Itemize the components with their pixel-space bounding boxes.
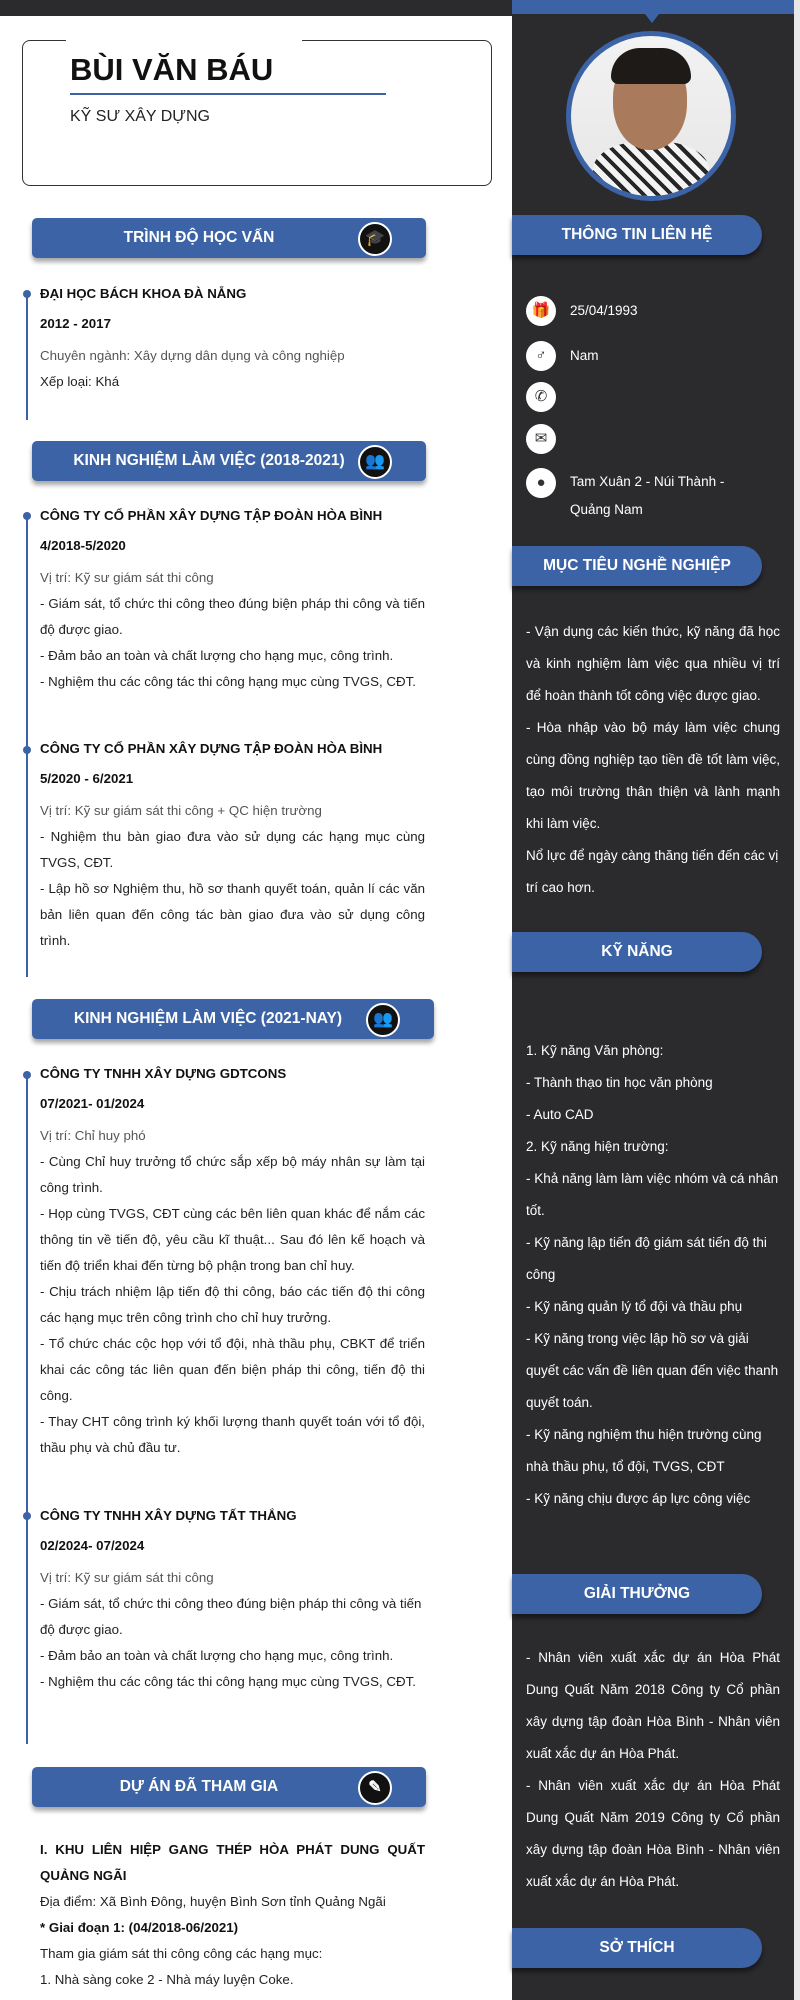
job-duty: - Đảm bảo an toàn và chất lượng cho hạng mục, công trình.: [40, 648, 394, 663]
objective-line: - Vận dụng các kiến thức, kỹ năng đã học và kinh nghiệm làm việc qua nhiều vị trí để hoàn thành tốt công việc được giao.: [526, 624, 780, 703]
timeline-dot: [23, 290, 31, 298]
project-description: Tham gia giám sát thi công công các hạng mục:: [40, 1946, 323, 1961]
skill-line: - Kỹ năng quản lý tổ đội và thầu phụ: [526, 1299, 743, 1314]
contact-header: THÔNG TIN LIÊN HỆ: [512, 215, 762, 255]
skill-line: - Kỹ năng lập tiến độ giám sát tiến độ thi công: [526, 1235, 767, 1282]
job-date: 4/2018-5/2020: [40, 538, 126, 553]
skills-header: KỸ NĂNG: [512, 932, 762, 972]
skills-list: [526, 1035, 780, 1515]
job-duty: - Đảm bảo an toàn và chất lượng cho hạng mục, công trình.: [40, 1648, 394, 1663]
job-date: 5/2020 - 6/2021: [40, 771, 134, 786]
sidebar-top-accent: [512, 0, 794, 14]
experience-2-title: KINH NGHIỆM LÀM VIỆC (2021-NAY): [73, 1010, 343, 1027]
avatar-scarf: [593, 142, 709, 196]
objective-header: MỤC TIÊU NGHỀ NGHIỆP: [512, 546, 762, 586]
experience-2-header: [32, 999, 434, 1039]
job-duty: - Nghiệm thu các công tác thi công hạng mục cùng TVGS, CĐT.: [40, 674, 416, 689]
skill-line: - Kỹ năng nghiệm thu hiện trường cùng nhà thầu phụ, tổ đội, TVGS, CĐT: [526, 1427, 762, 1474]
group-icon: 👥: [366, 1003, 400, 1037]
job-position: Vị trí: Chỉ huy phó: [40, 1128, 146, 1143]
skill-line: - Khả năng làm làm việc nhóm và cá nhân tốt.: [526, 1171, 779, 1218]
job-duty: - Nghiệm thu bàn giao đưa vào sử dụng các hạng mục cùng TVGS, CĐT.: [40, 829, 425, 870]
skill-line: 2. Kỹ năng hiện trường:: [526, 1139, 669, 1154]
phone-icon: ✆: [526, 382, 556, 412]
objective-text: [526, 616, 780, 904]
award-line: - Nhân viên xuất xắc dự án Hòa Phát Dung Quất Năm 2018 Công ty Cổ phần xây dựng tập đoàn Hòa Bình - Nhân viên xuất xắc dự án Hòa Phát.: [526, 1650, 780, 1761]
job-entry: [40, 736, 425, 954]
top-dark-bar: [0, 0, 512, 16]
project-entry: [40, 1837, 425, 1993]
projects-header: [32, 1767, 426, 1807]
job-entry: [40, 1061, 425, 1461]
company-name: CÔNG TY CỔ PHẦN XÂY DỰNG TẬP ĐOÀN HÒA BÌNH: [40, 508, 383, 523]
avatar: [566, 31, 736, 201]
experience-1-header: [32, 441, 426, 481]
job-entry: [40, 503, 425, 695]
job-position: Vị trí: Kỹ sư giám sát thi công: [40, 570, 214, 585]
awards-list: [526, 1642, 780, 1898]
education-entry: [40, 281, 425, 395]
page-edge: [794, 0, 800, 2000]
job-duty: - Thay CHT công trình ký khối lượng thanh quyết toán với tổ đội, thầu phụ và chủ đầu tư.: [40, 1414, 425, 1455]
gender-text: Nam: [570, 348, 599, 363]
job-duty: - Tổ chức chác cộc họp với tổ đội, nhà thầu phụ, CBKT để triển khai các công tác liên quan đến biện pháp thi công, tiến độ thi công.: [40, 1336, 425, 1403]
timeline-dot: [23, 1071, 31, 1079]
hobbies-header: SỞ THÍCH: [512, 1928, 762, 1968]
project-name: I. KHU LIÊN HIỆP GANG THÉP HÒA PHÁT DUNG QUẤT QUẢNG NGÃI: [40, 1842, 425, 1883]
project-phase: * Giai đoạn 1: (04/2018-06/2021): [40, 1920, 239, 1935]
job-duty: - Chịu trách nhiệm lập tiến độ thi công, báo các tiến độ thi công các hạng mục trên công trình cho chỉ huy trưởng.: [40, 1284, 425, 1325]
job-duty: - Nghiệm thu các công tác thi công hạng mục cùng TVGS, CĐT.: [40, 1674, 416, 1689]
avatar-photo: [571, 36, 731, 196]
education-header: [32, 218, 426, 258]
name-card-gap: [66, 38, 302, 44]
job-duty: - Cùng Chỉ huy trưởng tổ chức sắp xếp bộ máy nhân sự làm tại công trình.: [40, 1154, 425, 1195]
job-duty: - Họp cùng TVGS, CĐT cùng các bên liên quan khác để nắm các thông tin về tiến độ, yêu cầu kĩ thuật... Sau đó lên kế hoạch và tiến độ triển khai đến từng bộ phận trong ban chỉ huy.: [40, 1206, 425, 1273]
skill-line: - Kỹ năng chịu được áp lực công việc: [526, 1491, 751, 1506]
job-date: 02/2024- 07/2024: [40, 1538, 145, 1553]
job-entry: [40, 1503, 425, 1695]
school-name: ĐẠI HỌC BÁCH KHOA ĐÀ NẴNG: [40, 286, 247, 301]
project-location: Địa điểm: Xã Bình Đông, huyện Bình Sơn tỉnh Quảng Ngãi: [40, 1894, 386, 1909]
graduation-cap-icon: 🎓: [358, 222, 392, 256]
school-years: 2012 - 2017: [40, 316, 111, 331]
education-title: TRÌNH ĐỘ HỌC VẤN: [123, 229, 275, 246]
skill-line: 1. Kỹ năng Văn phòng:: [526, 1043, 664, 1058]
skill-line: - Kỹ năng trong việc lập hồ sơ và giải quyết các vấn đề liên quan đến việc thanh quyết toán.: [526, 1331, 779, 1410]
award-line: - Nhân viên xuất xắc dự án Hòa Phát Dung Quất Năm 2019 Công ty Cổ phần xây dựng tập đoàn Hòa Bình - Nhân viên xuất xắc dự án Hòa Phát.: [526, 1778, 780, 1889]
job-date: 07/2021- 01/2024: [40, 1096, 145, 1111]
experience-2-timeline: [26, 1074, 28, 1744]
objective-line: Nổ lực để ngày càng thăng tiến đến các vị trí cao hơn.: [526, 848, 779, 895]
avatar-hair: [611, 48, 691, 84]
job-duty: - Giám sát, tổ chức thi công theo đúng biện pháp thi công và tiến độ được giao.: [40, 596, 425, 637]
timeline-dot: [23, 746, 31, 754]
company-name: CÔNG TY TNHH XÂY DỰNG GDTCONS: [40, 1066, 287, 1081]
school-grade: Xếp loại: Khá: [40, 374, 120, 389]
job-position: Vị trí: Kỹ sư giám sát thi công + QC hiện trường: [40, 803, 322, 818]
pencil-icon: ✎: [358, 1771, 392, 1805]
location-icon: ●: [526, 468, 556, 498]
company-name: CÔNG TY CỔ PHẦN XÂY DỰNG TẬP ĐOÀN HÒA BÌNH: [40, 741, 383, 756]
birthday-text: 25/04/1993: [570, 303, 638, 318]
name-underline: [70, 93, 386, 95]
job-duty: - Lập hồ sơ Nghiệm thu, hồ sơ thanh quyết toán, quản lí các văn bản liên quan đến công tác bàn giao đưa vào sử dụng công trình.: [40, 881, 425, 948]
job-position: Vị trí: Kỹ sư giám sát thi công: [40, 1570, 214, 1585]
school-major: Chuyên ngành: Xây dựng dân dụng và công nghiệp: [40, 348, 345, 363]
gift-icon: 🎁: [526, 296, 556, 326]
company-name: CÔNG TY TNHH XÂY DỰNG TẤT THẮNG: [40, 1508, 297, 1523]
projects-title: DỰ ÁN ĐÃ THAM GIA: [119, 1778, 279, 1795]
awards-header: GIẢI THƯỞNG: [512, 1574, 762, 1614]
mail-icon: ✉: [526, 424, 556, 454]
sidebar-notch: [645, 14, 659, 23]
timeline-dot: [23, 1512, 31, 1520]
education-timeline: [26, 294, 28, 420]
candidate-name: BÙI VĂN BÁU: [70, 52, 274, 87]
gender-icon: ♂: [526, 341, 556, 371]
project-item: 1. Nhà sàng coke 2 - Nhà máy luyện Coke.: [40, 1972, 294, 1987]
timeline-dot: [23, 512, 31, 520]
address-text: Tam Xuân 2 - Núi Thành - Quảng Nam: [570, 474, 725, 517]
job-duty: - Giám sát, tổ chức thi công theo đúng biện pháp thi công và tiến độ được giao.: [40, 1596, 422, 1637]
objective-line: - Hòa nhập vào bộ máy làm việc chung cùng đồng nghiệp tạo tiền đề tốt làm việc, tạo môi trường thân thiện và lành mạnh khi làm việc.: [526, 720, 780, 831]
skill-line: - Thành thạo tin học văn phòng: [526, 1075, 713, 1090]
experience-1-title: KINH NGHIỆM LÀM VIỆC (2018-2021): [73, 452, 345, 469]
skill-line: - Auto CAD: [526, 1107, 594, 1122]
team-icon: 👥: [358, 445, 392, 479]
job-title: KỸ SƯ XÂY DỰNG: [70, 108, 210, 125]
